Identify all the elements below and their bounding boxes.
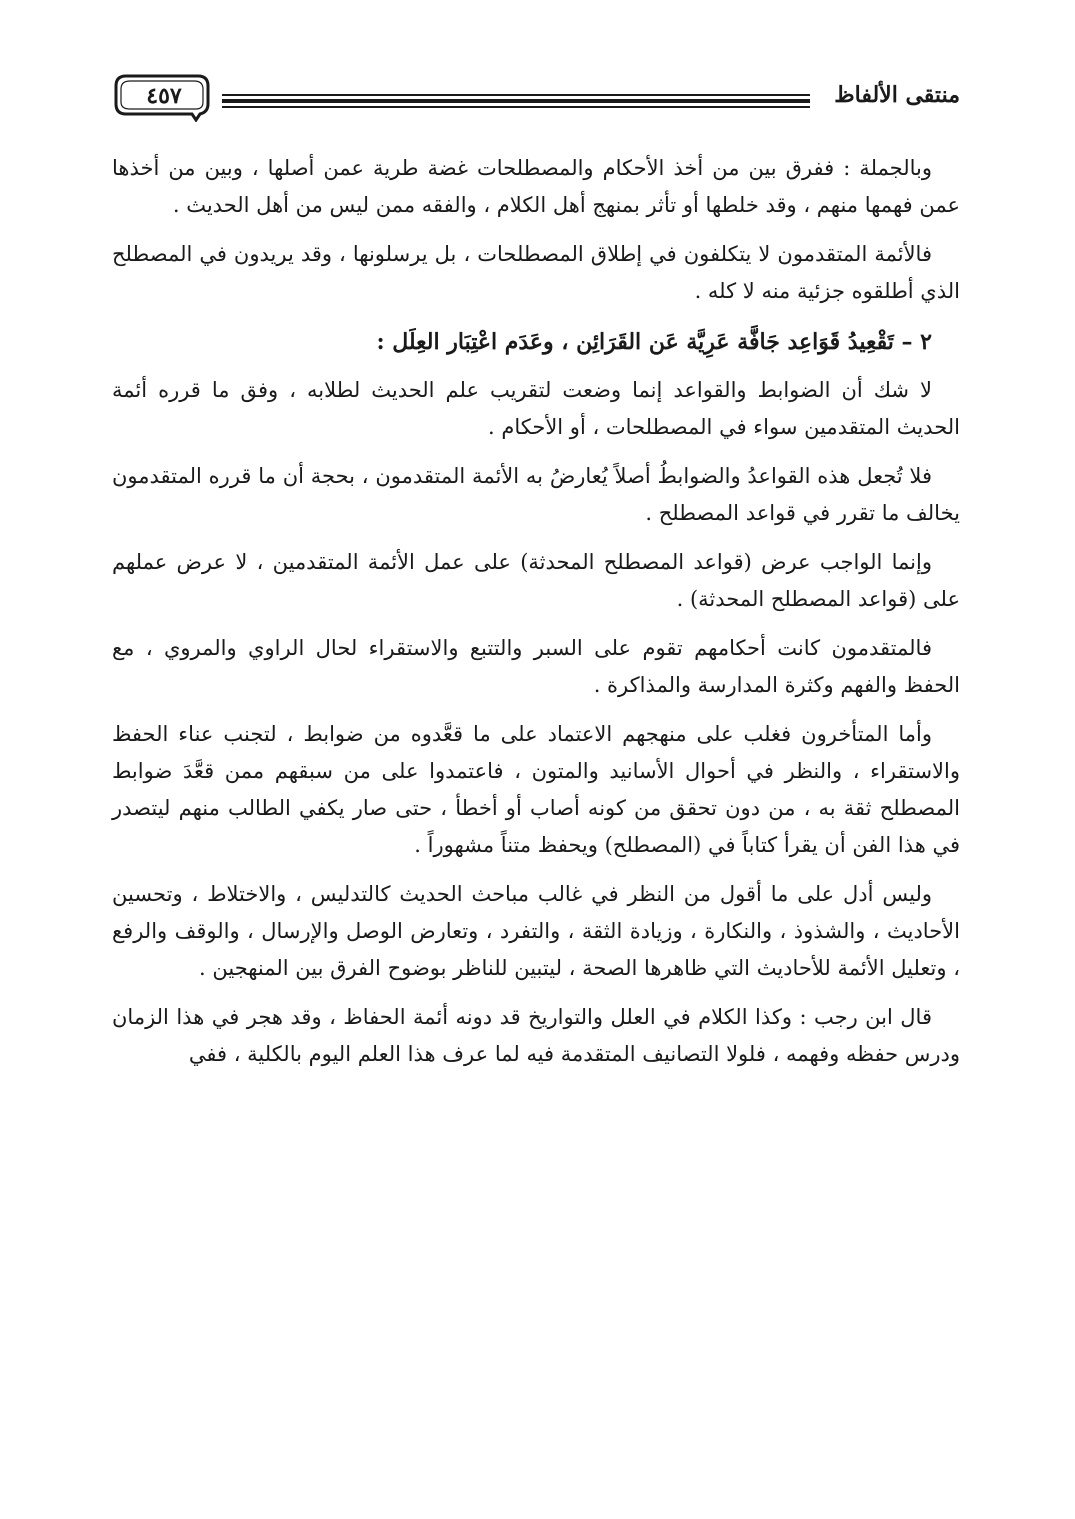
paragraph: قال ابن رجب : وكذا الكلام في العلل والتواريخ قد دونه أئمة الحفاظ ، وقد هجر في هذا الزمان ودرس حفظه وفهمه ، فلولا التصانيف المتقدمة فيه لما عرف هذا العلم اليوم بالكلية ، ففي bbox=[112, 1005, 960, 1066]
paragraph: فالمتقدمون كانت أحكامهم تقوم على السبر والتتبع والاستقراء لحال الراوي والمروي ، مع الحفظ والفهم وكثرة المدارسة والمذاكرة . bbox=[112, 636, 960, 697]
paragraph: فلا تُجعل هذه القواعدُ والضوابطُ أصلاً يُعارضُ به الأئمة المتقدمون ، بحجة أن ما قرره المتقدمون يخالف ما تقرر في قواعد المصطلح . bbox=[112, 464, 960, 525]
page-number-badge bbox=[112, 72, 212, 122]
paragraph: وليس أدل على ما أقول من النظر في غالب مباحث الحديث كالتدليس ، والاختلاط ، وتحسين الأحاديث ، والشذوذ ، والنكارة ، وزيادة الثقة ، والتفرد ، وتعارض الوصل والإرسال ، والوقف والرفع ، وتعليل الأئمة للأحاديث التي ظاهرها الصحة ، ليتبين للناظر بوضوح الفرق بين المنهجين . bbox=[112, 882, 960, 980]
page-header bbox=[112, 72, 960, 132]
paragraph: لا شك أن الضوابط والقواعد إنما وضعت لتقريب علم الحديث لطلابه ، وفق ما قرره أئمة الحديث المتقدمين سواء في المصطلحات ، أو الأحكام . bbox=[112, 378, 960, 439]
paragraph: فالأئمة المتقدمون لا يتكلفون في إطلاق المصطلحات ، بل يرسلونها ، وقد يريدون في المصطلح الذي أطلقوه جزئية منه لا كله . bbox=[112, 242, 960, 303]
page-number: ٤٥٧ bbox=[146, 83, 182, 109]
running-title: منتقى الألفاظ bbox=[834, 82, 960, 108]
paragraph: وأما المتأخرون فغلب على منهجهم الاعتماد على ما قعَّدوه من ضوابط ، لتجنب عناء الحفظ والاستقراء ، والنظر في أحوال الأسانيد والمتون ، فاعتمدوا على من سبقهم ممن قعَّدَ ضوابط المصطلح ثقة به ، من دون تحقق من كونه أصاب أو أخطأ ، حتى صار يكفي الطالب منهم ليتصدر في هذا الفن أن يقرأ كتاباً في (المصطلح) ويحفظ متناً مشهوراً . bbox=[112, 722, 960, 857]
page-body bbox=[112, 150, 960, 1085]
section-heading: ٢ – تَقْعِيدُ قَوَاعِد جَافَّة عَرِيَّة عَن القَرَائِن ، وعَدَم اعْتِبَار العِلَل : bbox=[376, 329, 932, 355]
paragraph: وإنما الواجب عرض (قواعد المصطلح المحدثة) على عمل الأئمة المتقدمين ، لا عرض عملهم على (قواعد المصطلح المحدثة) . bbox=[112, 550, 960, 611]
header-rule bbox=[222, 94, 810, 106]
paragraph: وبالجملة : ففرق بين من أخذ الأحكام والمصطلحات غضة طرية عمن أصلها ، وبين من أخذها عمن فهمها منهم ، وقد خلطها أو تأثر بمنهج أهل الكلام ، والفقه ممن ليس من أهل الحديث . bbox=[112, 156, 960, 217]
